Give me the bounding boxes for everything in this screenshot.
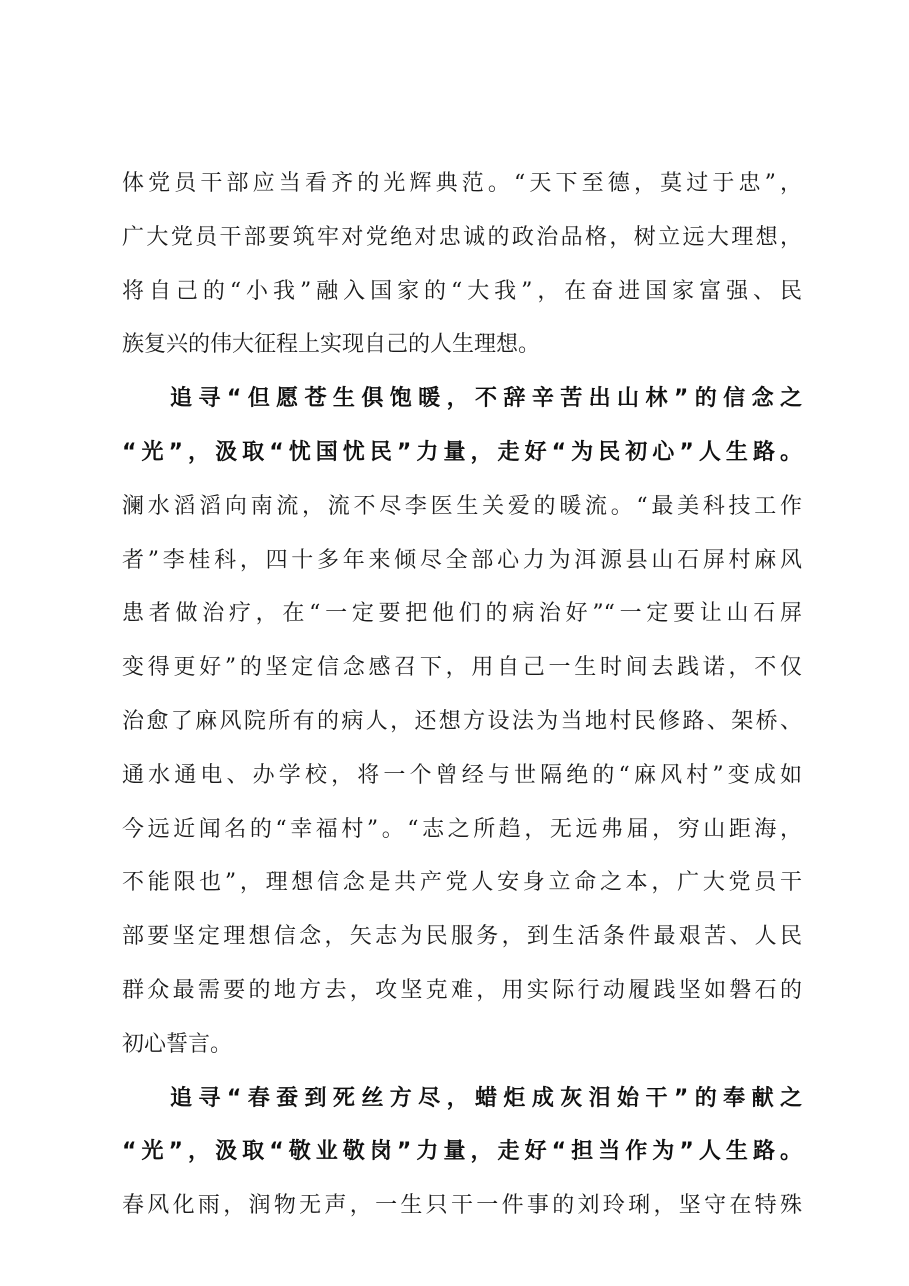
text-line: 广大党员干部要筑牢对党绝对忠诚的政治品格，树立远大理想，	[122, 224, 802, 250]
section-heading	[122, 1072, 802, 1180]
text-line: 体党员干部应当看齐的光辉典范。“天下至德，莫过于忠”，	[122, 171, 802, 196]
text-line: 族复兴的伟大征程上实现自己的人生理想。	[122, 332, 541, 358]
heading-line: 追寻“但愿苍生俱饱暖，不辞辛苦出山林”的信念之	[170, 386, 802, 412]
paragraph	[122, 480, 802, 1072]
paragraph	[122, 1179, 802, 1233]
text-line: 春风化雨，润物无声，一生只干一件事的刘玲琍，坚守在特殊	[122, 1193, 802, 1219]
text-line: 部要坚定理想信念，矢志为民服务，到生活条件最艰苦、人民	[122, 924, 802, 950]
text-line: 患者做治疗，在“一定要把他们的病治好”“一定要让山石屏	[122, 601, 802, 627]
text-line: 通水通电、办学校，将一个曾经与世隔绝的“麻风村”变成如	[122, 762, 802, 788]
text-line: 治愈了麻风院所有的病人，还想方设法为当地村民修路、架桥、	[122, 708, 802, 734]
text-line: 初心誓言。	[122, 1031, 233, 1057]
heading-line: “光”，汲取“忧国忧民”力量，走好“为民初心”人生路。	[122, 439, 802, 465]
text-line: 不能限也”，理想信念是共产党人安身立命之本，广大党员干	[122, 870, 802, 896]
paragraph	[122, 157, 802, 372]
heading-line: 追寻“春蚕到死丝方尽，蜡炬成灰泪始干”的奉献之	[170, 1085, 802, 1111]
text-line: 将自己的“小我”融入国家的“大我”，在奋进国家富强、民	[122, 278, 802, 304]
heading-line: “光”，汲取“敬业敬岗”力量，走好“担当作为”人生路。	[122, 1139, 802, 1165]
document-page	[122, 157, 802, 1233]
section-heading	[122, 372, 802, 480]
text-line: 今远近闻名的“幸福村”。“志之所趋，无远弗届，穷山距海，	[122, 816, 802, 842]
text-line: 群众最需要的地方去，攻坚克难，用实际行动履践坚如磐石的	[122, 977, 802, 1003]
text-line: 变得更好”的坚定信念感召下，用自己一生时间去践诺，不仅	[122, 655, 802, 681]
text-line: 者”李桂科，四十多年来倾尽全部心力为洱源县山石屏村麻风	[122, 547, 802, 573]
text-line: 澜水滔滔向南流，流不尽李医生关爱的暖流。“最美科技工作	[122, 493, 802, 519]
